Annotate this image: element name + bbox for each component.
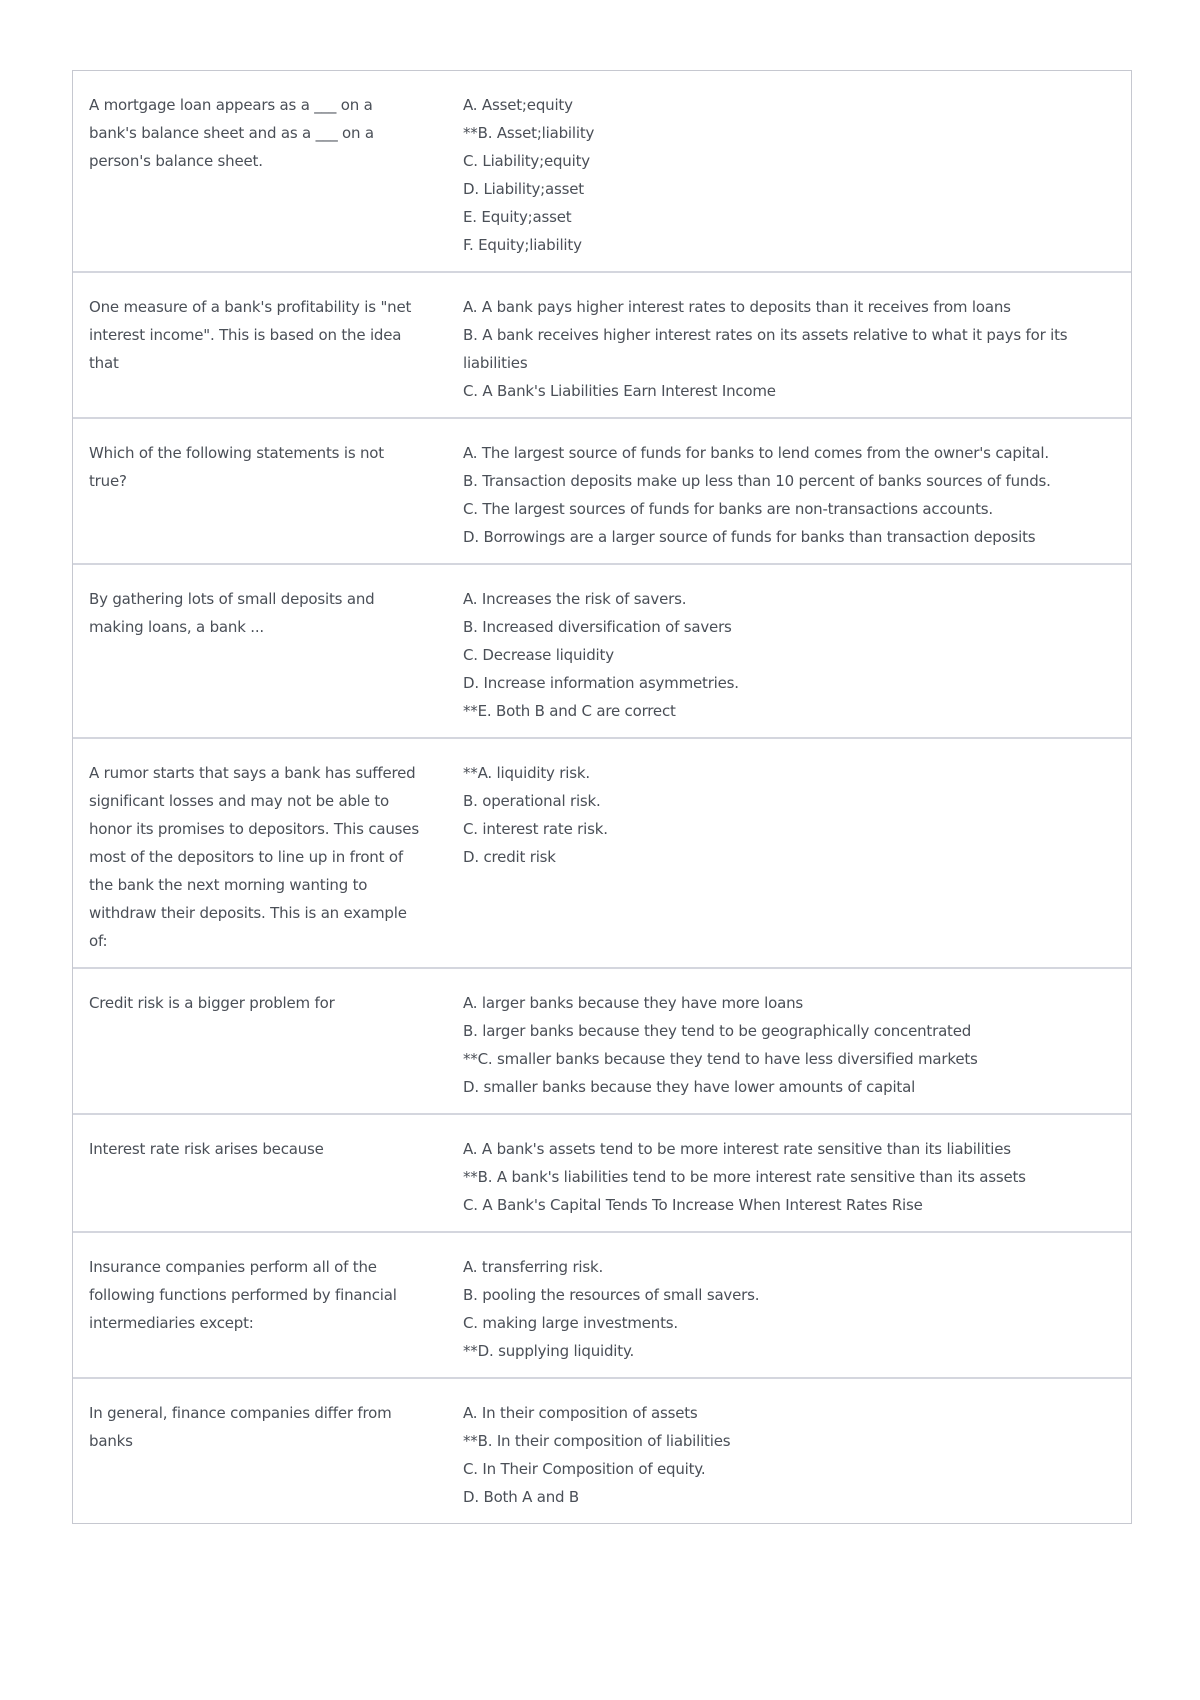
card-row: [73, 969, 1131, 1115]
answer-options: [463, 293, 1131, 405]
answer-option: C. A Bank's Liabilities Earn Interest Income: [463, 382, 776, 400]
answer-option: A. A bank pays higher interest rates to deposits than it receives from loans: [463, 298, 1011, 316]
card-row: [73, 1379, 1131, 1523]
answer-options: [463, 1253, 1131, 1365]
answer-options: [463, 989, 1131, 1101]
answer-option: C. interest rate risk.: [463, 820, 608, 838]
answer-option: C. In Their Composition of equity.: [463, 1460, 706, 1478]
answer-option: A. The largest source of funds for banks to lend comes from the owner's capital.: [463, 444, 1049, 462]
question-text: Interest rate risk arises because: [89, 1140, 324, 1158]
answer-option: D. Both A and B: [463, 1488, 580, 1506]
answer-option: B. A bank receives higher interest rates on its assets relative to what it pays for its liabilities: [463, 326, 1068, 372]
answer-option-correct: **E. Both B and C are correct: [463, 702, 676, 720]
answer-option: D. smaller banks because they have lower amounts of capital: [463, 1078, 916, 1096]
question-text: Which of the following statements is not true?: [89, 444, 384, 490]
card-row: [73, 419, 1131, 565]
question-text: A mortgage loan appears as a ___ on a bank's balance sheet and as a ___ on a person's balance sheet.: [89, 96, 374, 170]
answer-option: C. Decrease liquidity: [463, 646, 614, 664]
answer-option: B. larger banks because they tend to be geographically concentrated: [463, 1022, 972, 1040]
answer-option: C. The largest sources of funds for banks are non-transactions accounts.: [463, 500, 993, 518]
flashcard-table: [72, 70, 1132, 1524]
answer-option: A. A bank's assets tend to be more interest rate sensitive than its liabilities: [463, 1140, 1011, 1158]
answer-option-correct: **D. supplying liquidity.: [463, 1342, 635, 1360]
answer-option: D. Increase information asymmetries.: [463, 674, 739, 692]
answer-option-correct: **B. In their composition of liabilities: [463, 1432, 731, 1450]
answer-options: [463, 1399, 1131, 1511]
answer-option: D. credit risk: [463, 848, 556, 866]
question-text: A rumor starts that says a bank has suffered significant losses and may not be able to honor its promises to depositors. This causes most of the depositors to line up in front of the bank the next morning wanting to withdraw their deposits. This is an example of:: [89, 764, 419, 950]
card-row: [73, 71, 1131, 273]
card-row: [73, 739, 1131, 969]
question-text: Credit risk is a bigger problem for: [89, 994, 335, 1012]
answer-option: E. Equity;asset: [463, 208, 572, 226]
question-text: In general, finance companies differ from banks: [89, 1404, 392, 1450]
question-text: Insurance companies perform all of the following functions performed by financial intermediaries except:: [89, 1258, 397, 1332]
question-text: One measure of a bank's profitability is "net interest income". This is based on the idea that: [89, 298, 412, 372]
answer-option: B. operational risk.: [463, 792, 601, 810]
card-row: [73, 565, 1131, 739]
answer-options: [463, 439, 1131, 551]
answer-option: A. Asset;equity: [463, 96, 573, 114]
answer-option: C. A Bank's Capital Tends To Increase When Interest Rates Rise: [463, 1196, 923, 1214]
answer-option: A. transferring risk.: [463, 1258, 604, 1276]
answer-option: A. Increases the risk of savers.: [463, 590, 687, 608]
answer-option: B. Transaction deposits make up less than 10 percent of banks sources of funds.: [463, 472, 1051, 490]
answer-options: [463, 91, 1131, 259]
answer-option: C. Liability;equity: [463, 152, 590, 170]
answer-options: [463, 585, 1131, 725]
card-row: [73, 1233, 1131, 1379]
answer-option: B. pooling the resources of small savers.: [463, 1286, 760, 1304]
answer-option-correct: **B. A bank's liabilities tend to be more interest rate sensitive than its assets: [463, 1168, 1026, 1186]
answer-option: C. making large investments.: [463, 1314, 678, 1332]
answer-options: [463, 1135, 1131, 1219]
card-row: [73, 1115, 1131, 1233]
answer-option-correct: **C. smaller banks because they tend to have less diversified markets: [463, 1050, 978, 1068]
answer-option-correct: **B. Asset;liability: [463, 124, 595, 142]
answer-option: F. Equity;liability: [463, 236, 582, 254]
answer-option: B. Increased diversification of savers: [463, 618, 732, 636]
answer-option: D. Liability;asset: [463, 180, 584, 198]
answer-option: A. larger banks because they have more loans: [463, 994, 803, 1012]
card-row: [73, 273, 1131, 419]
answer-option-correct: **A. liquidity risk.: [463, 764, 590, 782]
answer-option: A. In their composition of assets: [463, 1404, 698, 1422]
answer-options: [463, 759, 1131, 955]
answer-option: D. Borrowings are a larger source of funds for banks than transaction deposits: [463, 528, 1036, 546]
question-text: By gathering lots of small deposits and making loans, a bank ...: [89, 590, 375, 636]
